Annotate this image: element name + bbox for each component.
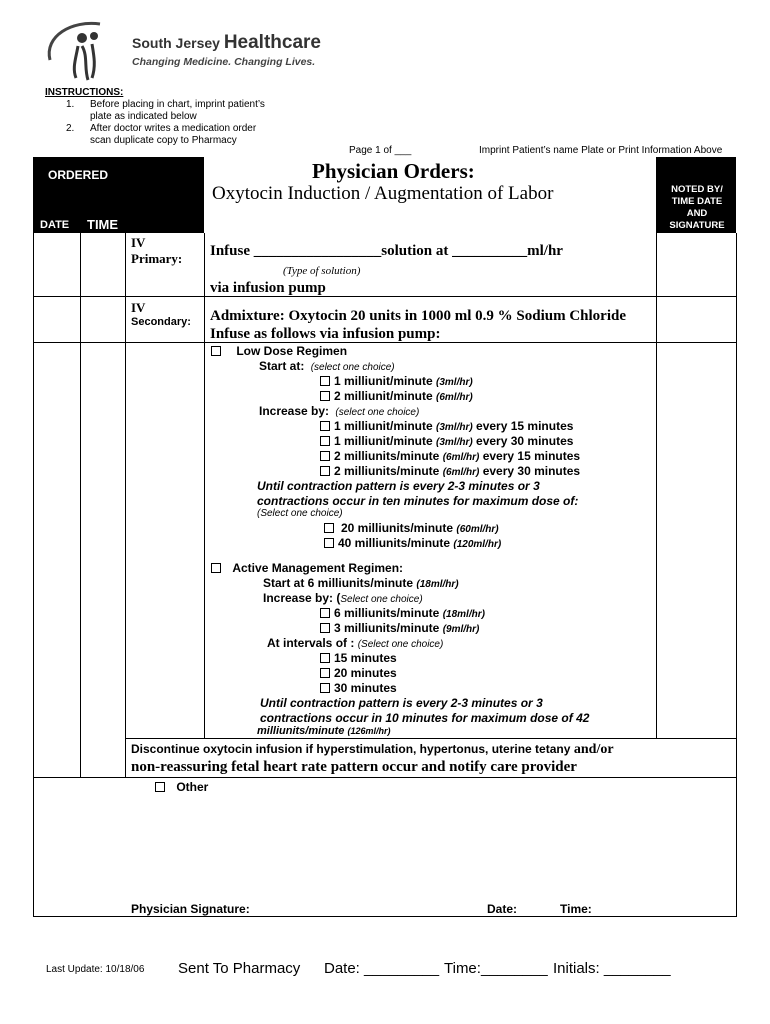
iv-secondary-label-1: IV xyxy=(131,300,146,315)
physician-signature-label: Physician Signature: xyxy=(131,902,250,916)
max-dose-note: (Select one choice) xyxy=(257,508,343,519)
active-increase-option-2-text: 3 milliunits/minute xyxy=(334,621,440,635)
instruction-2-num: 2. xyxy=(66,123,75,134)
active-increase-option-1-text: 6 milliunits/minute xyxy=(334,606,440,620)
increase-option-1-text: 1 milliunit/minute xyxy=(334,419,433,433)
active-increase-option-1-checkbox[interactable] xyxy=(320,608,330,618)
interval-option-2-text: 20 minutes xyxy=(334,666,397,680)
interval-option-1[interactable] xyxy=(320,651,397,665)
header-time: TIME xyxy=(87,217,119,232)
instruction-1-line1: Before placing in chart, imprint patient’s xyxy=(90,99,265,110)
increase-option-4-tail: every 30 minutes xyxy=(479,464,581,478)
active-increase-option-1-rate: (18ml/hr) xyxy=(442,609,485,620)
increase-by-note: (select one choice) xyxy=(335,407,420,418)
infuse-line: Infuse _________________solution at __________ml/hr xyxy=(210,243,563,259)
low-dose-title[interactable] xyxy=(211,344,347,358)
increase-option-2-tail: every 30 minutes xyxy=(472,434,574,448)
type-of-solution-note: (Type of solution) xyxy=(283,265,361,277)
active-increase-option-2-rate: (9ml/hr) xyxy=(442,624,480,635)
grid-row-line-1 xyxy=(33,296,736,297)
increase-option-3-text: 2 milliunits/minute xyxy=(334,449,440,463)
active-title[interactable] xyxy=(211,561,403,575)
active-until-3 xyxy=(257,725,390,737)
page-subtitle: Oxytocin Induction / Augmentation of Labor xyxy=(212,183,554,204)
interval-option-3-text: 30 minutes xyxy=(334,681,397,695)
increase-option-3-checkbox[interactable] xyxy=(320,451,330,461)
active-start-text: Start at 6 milliunits/minute xyxy=(263,576,414,590)
active-checkbox[interactable] xyxy=(211,563,221,573)
active-until-1: Until contraction pattern is every 2-3 minutes or 3 xyxy=(260,696,543,710)
start-option-1-checkbox[interactable] xyxy=(320,376,330,386)
grid-right-border xyxy=(736,233,737,917)
logo-org-name-b: Healthcare xyxy=(223,32,321,53)
max-option-2-rate: (120ml/hr) xyxy=(453,539,502,550)
active-title-text: Active Management Regimen: xyxy=(232,561,404,575)
increase-option-1-tail: every 15 minutes xyxy=(472,419,574,433)
via-infusion-pump: via infusion pump xyxy=(210,280,326,296)
max-option-2-checkbox[interactable] xyxy=(324,538,334,548)
signature-date-label: Date: xyxy=(487,902,518,916)
increase-option-3-rate: (6ml/hr) xyxy=(442,452,480,463)
max-option-1-checkbox[interactable] xyxy=(324,523,334,533)
iv-primary-label-1: IV xyxy=(131,235,146,250)
logo xyxy=(42,16,322,86)
header-noted-by xyxy=(659,184,735,232)
increase-option-4-rate: (6ml/hr) xyxy=(442,467,480,478)
noted-by-line-2: TIME DATE xyxy=(671,196,723,207)
noted-by-line-4: SIGNATURE xyxy=(669,220,725,231)
discontinue-line-1a: Discontinue oxytocin infusion if hyperstimulation, hypertonus, uterine tetany xyxy=(131,742,571,756)
start-option-2-text: 2 milliunit/minute xyxy=(334,389,433,403)
increase-option-1-rate: (3ml/hr) xyxy=(436,422,473,433)
intervals-label: At intervals of : xyxy=(267,636,355,650)
discontinue-line-1b: and/or xyxy=(570,742,614,757)
grid-bottom-border xyxy=(33,916,736,917)
other-option[interactable] xyxy=(155,780,208,794)
logo-org-name-a: South Jersey xyxy=(132,35,220,51)
increase-option-3-tail: every 15 minutes xyxy=(479,449,581,463)
logo-tagline: Changing Medicine. Changing Lives. xyxy=(132,56,316,68)
increase-option-2-rate: (3ml/hr) xyxy=(436,437,473,448)
active-increase-note: Select one choice) xyxy=(340,594,423,605)
active-increase-by xyxy=(263,591,423,605)
increase-option-4-checkbox[interactable] xyxy=(320,466,330,476)
iv-primary-label-2: Primary: xyxy=(131,251,183,266)
header-date: DATE xyxy=(40,219,70,231)
interval-option-3-checkbox[interactable] xyxy=(320,683,330,693)
last-update: Last Update: 10/18/06 xyxy=(46,964,145,975)
low-dose-start-at xyxy=(259,359,395,373)
logo-mark-icon xyxy=(42,16,120,84)
instructions-heading: INSTRUCTIONS: xyxy=(45,87,124,98)
discontinue-line-1 xyxy=(131,742,614,758)
increase-option-1-checkbox[interactable] xyxy=(320,421,330,431)
max-option-2[interactable] xyxy=(324,536,501,550)
signature-time-label: Time: xyxy=(560,902,592,916)
active-increase-option-2[interactable] xyxy=(320,621,479,635)
low-dose-increase-by xyxy=(259,404,419,418)
other-text: Other xyxy=(176,780,209,794)
instruction-1-line2: plate as indicated below xyxy=(90,111,197,122)
increase-option-2[interactable] xyxy=(320,434,573,448)
noted-by-line-1: NOTED BY/ xyxy=(671,184,723,195)
interval-option-1-text: 15 minutes xyxy=(334,651,397,665)
increase-option-1[interactable] xyxy=(320,419,573,433)
increase-option-4-text: 2 milliunits/minute xyxy=(334,464,440,478)
grid-row-line-3 xyxy=(125,738,736,739)
page-title: Physician Orders: xyxy=(312,159,475,183)
max-option-2-text: 40 milliunits/minute xyxy=(338,536,451,550)
iv-primary-label xyxy=(131,235,182,267)
footer-initials-field[interactable]: Initials: ________ xyxy=(553,960,671,977)
sent-to-pharmacy: Sent To Pharmacy xyxy=(178,960,301,977)
infuse-as-follows: Infuse as follows via infusion pump: xyxy=(210,326,441,342)
interval-option-3[interactable] xyxy=(320,681,397,695)
max-option-1-rate: (60ml/hr) xyxy=(456,524,499,535)
other-checkbox[interactable] xyxy=(155,782,165,792)
start-option-2-checkbox[interactable] xyxy=(320,391,330,401)
start-option-2-rate: (6ml/hr) xyxy=(436,392,473,403)
active-increase-option-1[interactable] xyxy=(320,606,485,620)
active-until-2: contractions occur in 10 minutes for maximum dose of 42 xyxy=(260,711,590,725)
start-option-2[interactable] xyxy=(320,389,473,403)
increase-by-label: Increase by: xyxy=(259,404,330,418)
low-dose-until-1: Until contraction pattern is every 2-3 minutes or 3 xyxy=(257,479,540,493)
increase-option-4[interactable] xyxy=(320,464,580,478)
increase-option-3[interactable] xyxy=(320,449,580,463)
grid-time-divider xyxy=(125,233,126,777)
low-dose-until-2: contractions occur in ten minutes for maximum dose of: xyxy=(257,494,579,508)
low-dose-title-text: Low Dose Regimen xyxy=(236,344,348,358)
start-option-1-rate: (3ml/hr) xyxy=(436,377,473,388)
noted-by-line-3: AND xyxy=(686,208,708,219)
grid-row-line-4 xyxy=(33,777,736,778)
active-start-rate: (18ml/hr) xyxy=(416,579,459,590)
low-dose-checkbox[interactable] xyxy=(211,346,221,356)
admixture-line: Admixture: Oxytocin 20 units in 1000 ml 0.9 % Sodium Chloride xyxy=(210,308,627,324)
active-increase-label: Increase by: ( xyxy=(263,591,341,605)
active-increase-option-2-checkbox[interactable] xyxy=(320,623,330,633)
page-of: Page 1 of ___ xyxy=(349,145,412,156)
instruction-2-line1: After doctor writes a medication order xyxy=(90,123,257,134)
start-option-1[interactable] xyxy=(320,374,473,388)
iv-secondary-label xyxy=(131,300,191,330)
grid-notes-divider xyxy=(656,233,657,738)
instructions xyxy=(45,87,265,147)
interval-option-2-checkbox[interactable] xyxy=(320,668,330,678)
start-option-1-text: 1 milliunit/minute xyxy=(334,374,433,388)
footer-date-field[interactable]: Date: _________ xyxy=(324,960,440,977)
interval-option-1-checkbox[interactable] xyxy=(320,653,330,663)
active-start xyxy=(263,576,459,590)
active-intervals xyxy=(267,636,443,650)
active-until-3-rate: (126ml/hr) xyxy=(347,726,391,736)
max-option-1[interactable] xyxy=(324,521,499,535)
start-at-note: (select one choice) xyxy=(310,362,395,373)
grid-date-divider xyxy=(80,233,81,777)
intervals-note: (Select one choice) xyxy=(357,639,444,650)
active-until-3-text: milliunits/minute xyxy=(257,725,345,737)
start-at-label: Start at: xyxy=(259,359,305,373)
iv-secondary-label-2: Secondary: xyxy=(131,316,191,328)
grid-iv-divider xyxy=(204,233,205,738)
footer-time-field[interactable]: Time:________ xyxy=(444,960,548,977)
interval-option-2[interactable] xyxy=(320,666,397,680)
max-option-1-text: 20 milliunits/minute xyxy=(341,521,454,535)
increase-option-2-checkbox[interactable] xyxy=(320,436,330,446)
grid-left-border xyxy=(33,233,34,917)
instruction-2-line2: scan duplicate copy to Pharmacy xyxy=(90,135,237,146)
increase-option-2-text: 1 milliunit/minute xyxy=(334,434,433,448)
header-ordered: ORDERED xyxy=(48,168,109,182)
instruction-1-num: 1. xyxy=(66,99,75,110)
discontinue-line-2: non-reassuring fetal heart rate pattern occur and notify care provider xyxy=(131,759,577,775)
imprint-label: Imprint Patient’s name Plate or Print Information Above xyxy=(479,145,723,156)
